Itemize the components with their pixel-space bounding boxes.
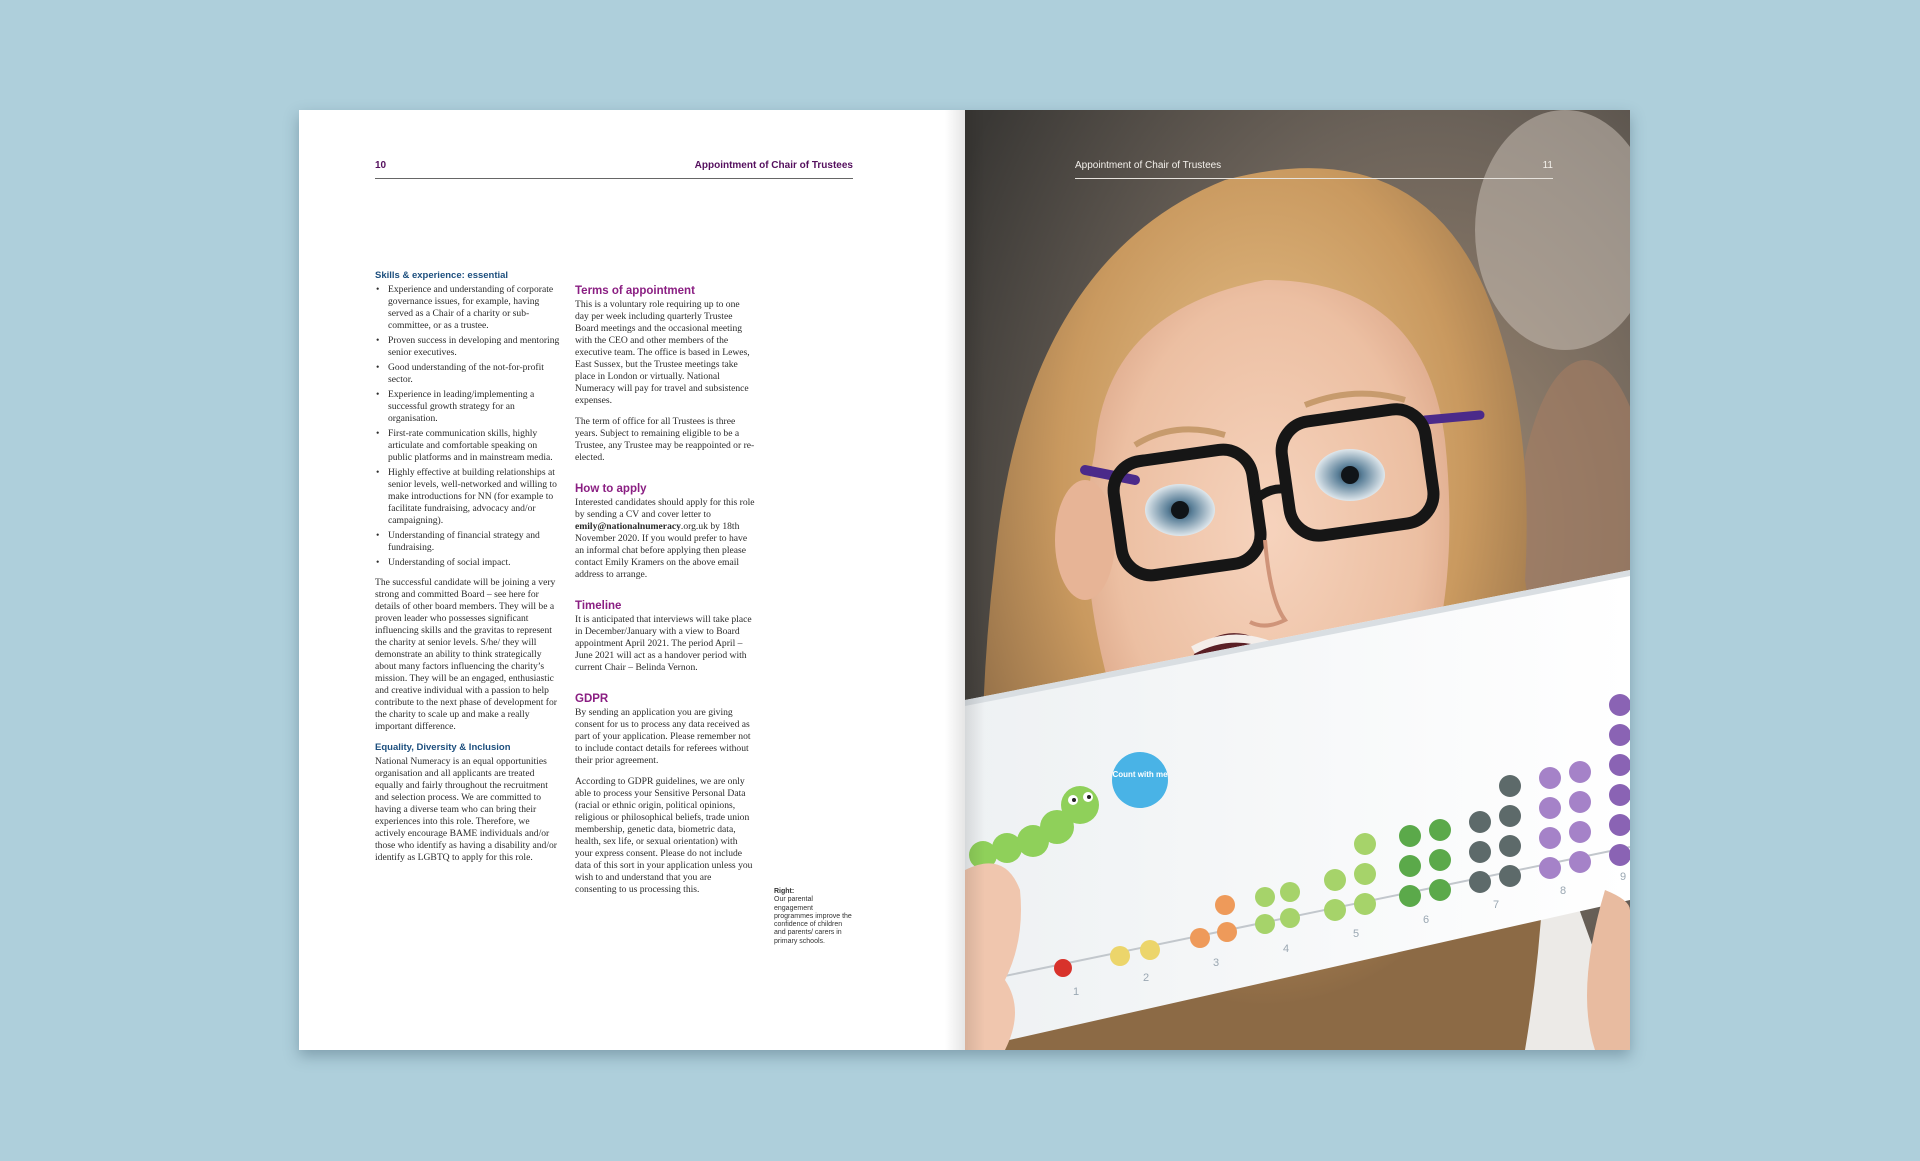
apply-text-after: by 18th November 2020. If you would prefer to have an informal chat before applying then please contact Emily Kramers on the above email address to arrange. bbox=[575, 521, 748, 580]
tick-label: 4 bbox=[1283, 943, 1290, 955]
girl-holding-number-line-photo bbox=[965, 110, 1630, 1050]
tick-label: 3 bbox=[1213, 957, 1220, 969]
list-item: • Experience and understanding of corporate governance issues, for example, having served as a Chair of a charity or sub-committee, or as a trustee. bbox=[375, 284, 561, 332]
badge-text: Count with me bbox=[1112, 770, 1168, 779]
email-domain[interactable]: .org.uk bbox=[680, 521, 708, 532]
list-item: • First-rate communication skills, highly articulate and comfortable speaking on public platforms and in mainstream media. bbox=[375, 428, 561, 464]
list-item: • Experience in leading/implementing a successful growth strategy for an organisation. bbox=[375, 389, 561, 425]
skills-heading: Skills & experience: essential bbox=[375, 270, 509, 281]
tick-label: 1 bbox=[1073, 986, 1080, 998]
terms-paragraph-1: This is a voluntary role requiring up to one day per week including quarterly Trustee Board meetings and the occasional meeting with the CEO and other members of the executive team. The office is based in Lewes, East Sussex, but the Trustee meetings take place in London or virtually. National Numeracy will pay for travel and subsistence expenses. bbox=[575, 299, 750, 406]
tick-label: 7 bbox=[1493, 899, 1500, 911]
tick-label: 6 bbox=[1423, 914, 1430, 926]
equality-heading: Equality, Diversity & Inclusion bbox=[375, 742, 511, 753]
list-item: • Good understanding of the not-for-profit sector. bbox=[375, 362, 561, 386]
page-number: 11 bbox=[1542, 160, 1553, 171]
equality-paragraph: National Numeracy is an equal opportunities organisation and all applicants are treated equally and fairly throughout the recruitment and selection process. We are committed to having a diverse team who can bring their experiences into this role. Therefore, we actively encourage BAME individuals and/or those who identify as having a disability and/or identify as LGBTQ to apply for this role. bbox=[375, 756, 557, 863]
list-item: • Highly effective at building relationships at senior levels, well-networked and willing to make introductions for NN (for example to facilitate fundraising, advocacy and/or campaigning). bbox=[375, 467, 561, 527]
brochure-spread bbox=[299, 110, 1630, 1050]
gdpr-paragraph-2: According to GDPR guidelines, we are only able to process your Sensitive Personal Data (racial or ethnic origin, political opinions, religious or philosophical beliefs, trade union membership, genetic data, biometric data, health, sex life, or sexual orientation) with your express consent. Please do not include data of this sort in your application unless you wish to and understand that you are consenting to us processing this. bbox=[575, 776, 753, 895]
photo-caption bbox=[774, 888, 852, 946]
timeline-paragraph: It is anticipated that interviews will take place in December/January with a view to Board appointment April 2021. The period April – June 2021 will act as a handover period with current Chair – Belinda Vernon. bbox=[575, 614, 752, 673]
running-header-right bbox=[1075, 160, 1553, 179]
page-number: 10 bbox=[375, 160, 387, 171]
badge-icon bbox=[1112, 752, 1168, 808]
apply-text: Interested candidates should apply for this role by sending a CV and cover letter to bbox=[575, 497, 755, 520]
apply-heading: How to apply bbox=[575, 483, 647, 495]
list-item: • Proven success in developing and mentoring senior executives. bbox=[375, 335, 561, 359]
running-title: Appointment of Chair of Trustees bbox=[694, 160, 853, 171]
left-page bbox=[299, 110, 965, 1050]
skills-list bbox=[375, 284, 561, 569]
column-left bbox=[375, 270, 561, 873]
timeline-heading: Timeline bbox=[575, 600, 622, 612]
tick-label: 2 bbox=[1143, 972, 1150, 984]
tick-label: 8 bbox=[1560, 885, 1567, 897]
terms-paragraph-2: The term of office for all Trustees is three years. Subject to remaining eligible to be a Trustee, any Trustee may be reappointed or re-elected. bbox=[575, 416, 755, 463]
tick-label: 9 bbox=[1620, 871, 1627, 883]
list-item: • Understanding of financial strategy and fundraising. bbox=[375, 530, 561, 554]
caption-label: Right: bbox=[774, 888, 795, 895]
list-item: • Understanding of social impact. bbox=[375, 557, 561, 569]
candidate-paragraph: The successful candidate will be joining a very strong and committed Board – see here for details of other board members. They will be a proven leader who possesses significant influencing skills and the gravitas to represent the charity at senior levels. S/he/ they will demonstrate an ability to think strategically about many factors influencing the charity’s mission. They will be an engaged, enthusiastic and creative individual with a passion to help contribute to the next phase of development for the charity to scale up and make a really important difference. bbox=[375, 577, 557, 732]
email-link[interactable]: emily@nationalnumeracy bbox=[575, 521, 681, 532]
tick-label: 5 bbox=[1353, 928, 1360, 940]
gdpr-paragraph-1: By sending an application you are giving consent for us to process any data received as part of your application. Please remember not to include contact details for referees without their prior agreement. bbox=[575, 707, 751, 766]
apply-paragraph bbox=[575, 497, 755, 581]
running-header-left bbox=[375, 160, 853, 179]
running-title: Appointment of Chair of Trustees bbox=[1075, 160, 1222, 171]
gdpr-heading: GDPR bbox=[575, 693, 609, 705]
column-right bbox=[575, 285, 755, 905]
right-page bbox=[965, 110, 1630, 1050]
terms-heading: Terms of appointment bbox=[575, 285, 695, 297]
caption-text: Our parental engagement programmes improve the confidence of children and parents/ carers in primary schools. bbox=[774, 896, 852, 945]
